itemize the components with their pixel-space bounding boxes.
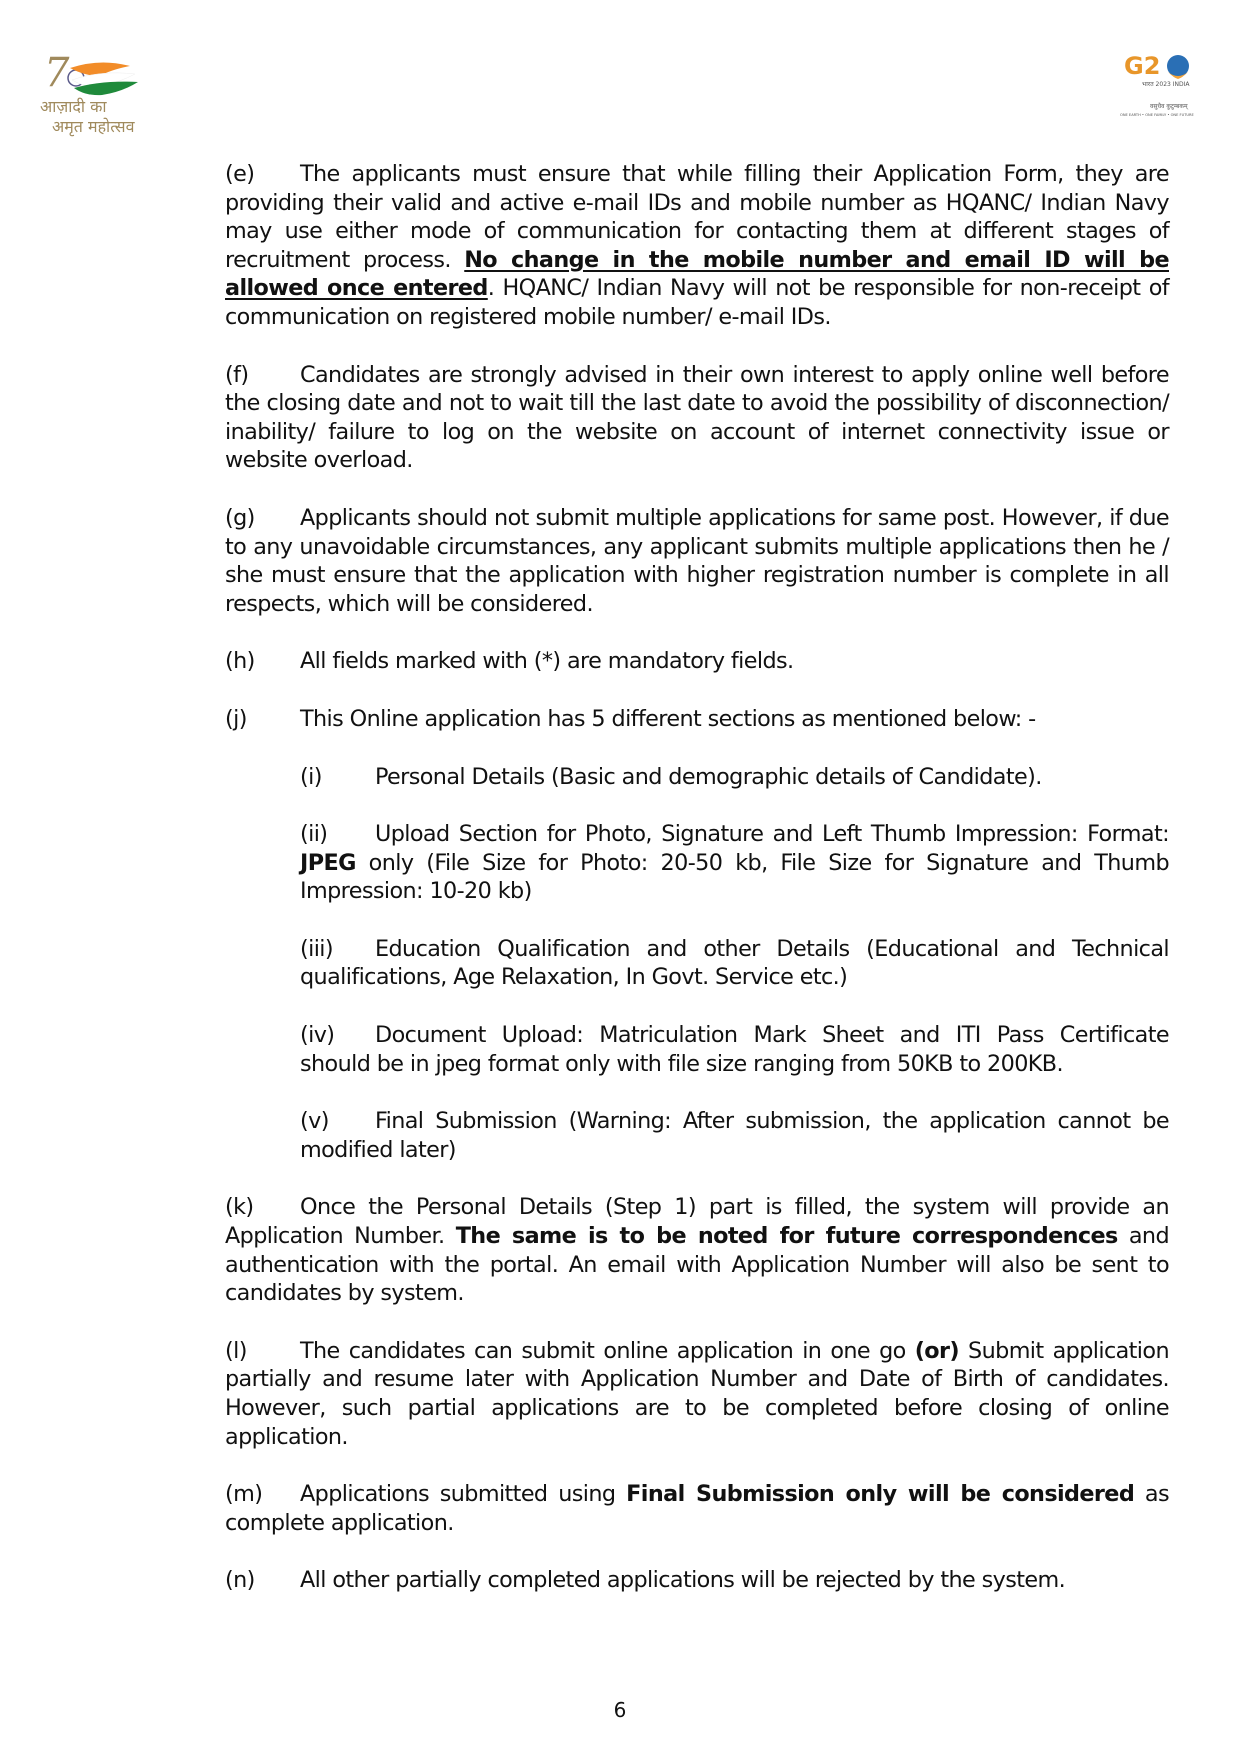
paragraph-label: (l) (225, 1337, 247, 1364)
paragraph-label: (g) (225, 504, 255, 531)
svg-text:ONE EARTH • ONE FAMILY • ONE F: ONE EARTH • ONE FAMILY • ONE FUTURE (1120, 113, 1194, 117)
g20-logo-icon (1120, 50, 1220, 130)
section-text: only (File Size for Photo: 20-50 kb, File Size for Signature and Thumb Impression: 10-20 kb) (300, 849, 1169, 905)
paragraph-label: (f) (225, 361, 249, 388)
section-label: (i) (300, 763, 322, 790)
section-text: Final Submission (Warning: After submission, the application cannot be modified later) (300, 1108, 1169, 1163)
emphasis-text: Final Submission only will be considered (626, 1481, 1135, 1508)
section-text: Personal Details (Basic and demographic details of Candidate). (375, 763, 1042, 790)
section-label: (iv) (300, 1022, 335, 1049)
paragraph-m (225, 1480, 1169, 1537)
paragraph-text: Applicants should not submit multiple applications for same post. However, if due to any unavoidable circumstances, any applicant submits multiple applications then he / she must ensure that the application with higher registration number is complete in all respects, which will be considered. (225, 504, 1169, 617)
paragraph-text: Candidates are strongly advised in their own interest to apply online well before the closing date and not to wait till the last date to avoid the possibility of disconnection/ inability/ failure to log on the website on account of internet connectivity issue or website overload. (225, 361, 1169, 474)
section-label: (ii) (300, 821, 328, 848)
document-body (225, 160, 1169, 1624)
emphasis-text: JPEG (300, 849, 356, 876)
section-text: Upload Section for Photo, Signature and Left Thumb Impression: Format: (375, 821, 1169, 848)
paragraph-text: Submit application partially and resume later with Application Number and Date of Birth of candidates. However, such partial applications are to be completed before closing of online application. (225, 1337, 1169, 1450)
paragraph-text: Once the Personal Details (Step 1) part is filled, the system will provide an Application Number. (225, 1194, 1169, 1250)
paragraph-j (225, 705, 1169, 734)
section-label: (iii) (300, 935, 333, 962)
paragraph-n (225, 1566, 1169, 1595)
paragraph-label: (h) (225, 648, 255, 675)
page-number: 6 (613, 1698, 627, 1722)
paragraph-text: The applicants must ensure that while filling their Application Form, they are providing their valid and active e-mail IDs and mobile number as HQANC/ Indian Navy may use either mode of communication for contacting them at different stages of recruitment process. (225, 161, 1169, 273)
paragraph-label: (e) (225, 161, 255, 187)
section-item-iii (300, 935, 1169, 992)
azadi-logo-icon (40, 48, 170, 138)
paragraph-text: Applications submitted using (300, 1481, 627, 1508)
svg-text:7: 7 (44, 50, 70, 96)
azadi-ka-amrit-mahotsav-logo (40, 48, 170, 138)
paragraph-text: . HQANC/ Indian Navy will not be responsible for non-receipt of communication on registered mobile number/ e-mail IDs. (225, 275, 1169, 330)
svg-text:भारत 2023 INDIA: भारत 2023 INDIA (1142, 81, 1190, 88)
paragraph-label: (k) (225, 1194, 254, 1221)
paragraph-l (225, 1337, 1169, 1451)
svg-text:वसुधैव कुटुम्बकम्: वसुधैव कुटुम्बकम् (1150, 103, 1188, 110)
paragraph-label: (j) (225, 705, 247, 732)
svg-text:G2: G2 (1124, 52, 1161, 80)
paragraph-text: The candidates can submit online application in one go (300, 1337, 915, 1364)
svg-text:अमृत महोत्सव: अमृत महोत्सव (52, 117, 135, 136)
paragraph-label: (m) (225, 1481, 263, 1508)
emphasis-text: (or) (914, 1337, 960, 1364)
paragraph-text: as complete application. (225, 1481, 1170, 1536)
paragraph-text: This Online application has 5 different sections as mentioned below: - (300, 705, 1036, 732)
paragraph-text: and authentication with the portal. An email with Application Number will also be sent to candidates by system. (225, 1223, 1169, 1307)
section-item-v (300, 1107, 1169, 1164)
emphasis-text: No change in the mobile number and email ID will be allowed once entered (225, 246, 1169, 302)
paragraph-h (225, 647, 1169, 676)
section-text: Document Upload: Matriculation Mark Sheet and ITI Pass Certificate should be in jpeg format only with file size ranging from 50KB to 200KB. (300, 1022, 1169, 1077)
paragraph-text: All fields marked with (*) are mandatory fields. (300, 648, 794, 675)
section-text: Education Qualification and other Details (Educational and Technical qualifications, Age Relaxation, In Govt. Service etc.) (300, 935, 1169, 991)
section-item-i (300, 763, 1169, 792)
paragraph-label: (n) (225, 1567, 255, 1594)
paragraph-e (225, 160, 1169, 332)
section-item-iv (300, 1021, 1169, 1078)
section-label: (v) (300, 1108, 329, 1135)
paragraph-k (225, 1193, 1169, 1307)
g20-logo (1120, 50, 1220, 130)
paragraph-text: All other partially completed applications will be rejected by the system. (300, 1567, 1066, 1594)
section-item-ii (300, 820, 1169, 906)
paragraph-g (225, 504, 1169, 618)
svg-text:आज़ादी का: आज़ादी का (40, 97, 107, 116)
emphasis-text: The same is to be noted for future correspondences (455, 1223, 1118, 1250)
paragraph-f (225, 361, 1169, 475)
